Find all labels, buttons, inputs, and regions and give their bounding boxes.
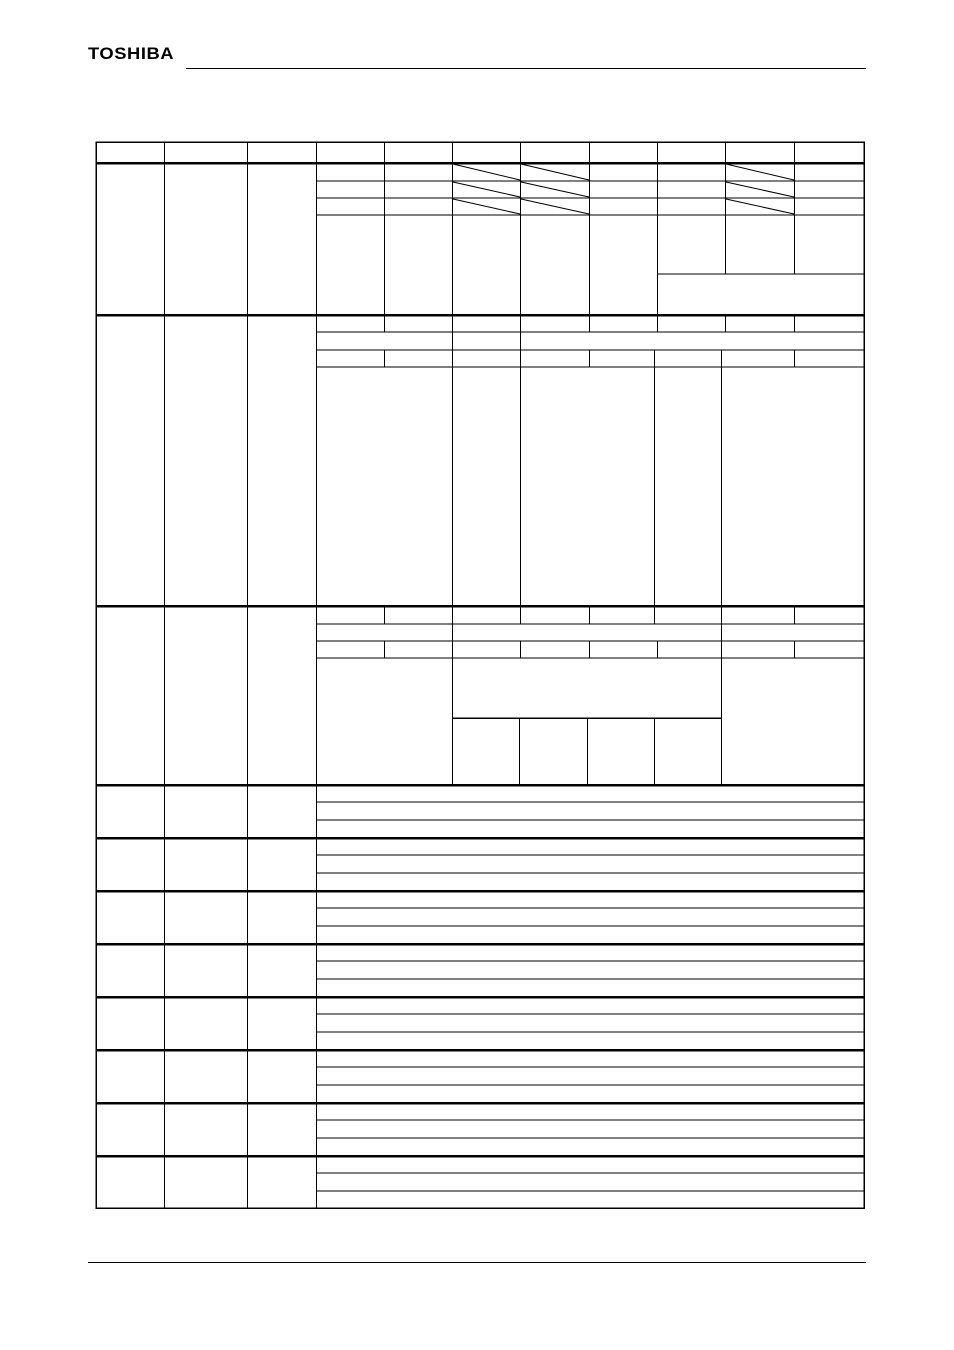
unused-bit-slash bbox=[726, 182, 794, 197]
unused-bit-slash bbox=[726, 164, 794, 180]
table-frame bbox=[96, 142, 864, 1208]
unused-bit-slash bbox=[453, 164, 520, 180]
unused-bit-slash bbox=[521, 182, 589, 197]
unused-bit-slash bbox=[521, 164, 589, 180]
unused-bit-slash bbox=[453, 182, 520, 197]
unused-bit-slash bbox=[453, 199, 520, 214]
toshiba-logo: TOSHIBA bbox=[88, 44, 175, 63]
unused-bit-slash bbox=[521, 199, 589, 214]
unused-bit-slash bbox=[726, 199, 794, 214]
footer-rule bbox=[88, 1262, 866, 1263]
